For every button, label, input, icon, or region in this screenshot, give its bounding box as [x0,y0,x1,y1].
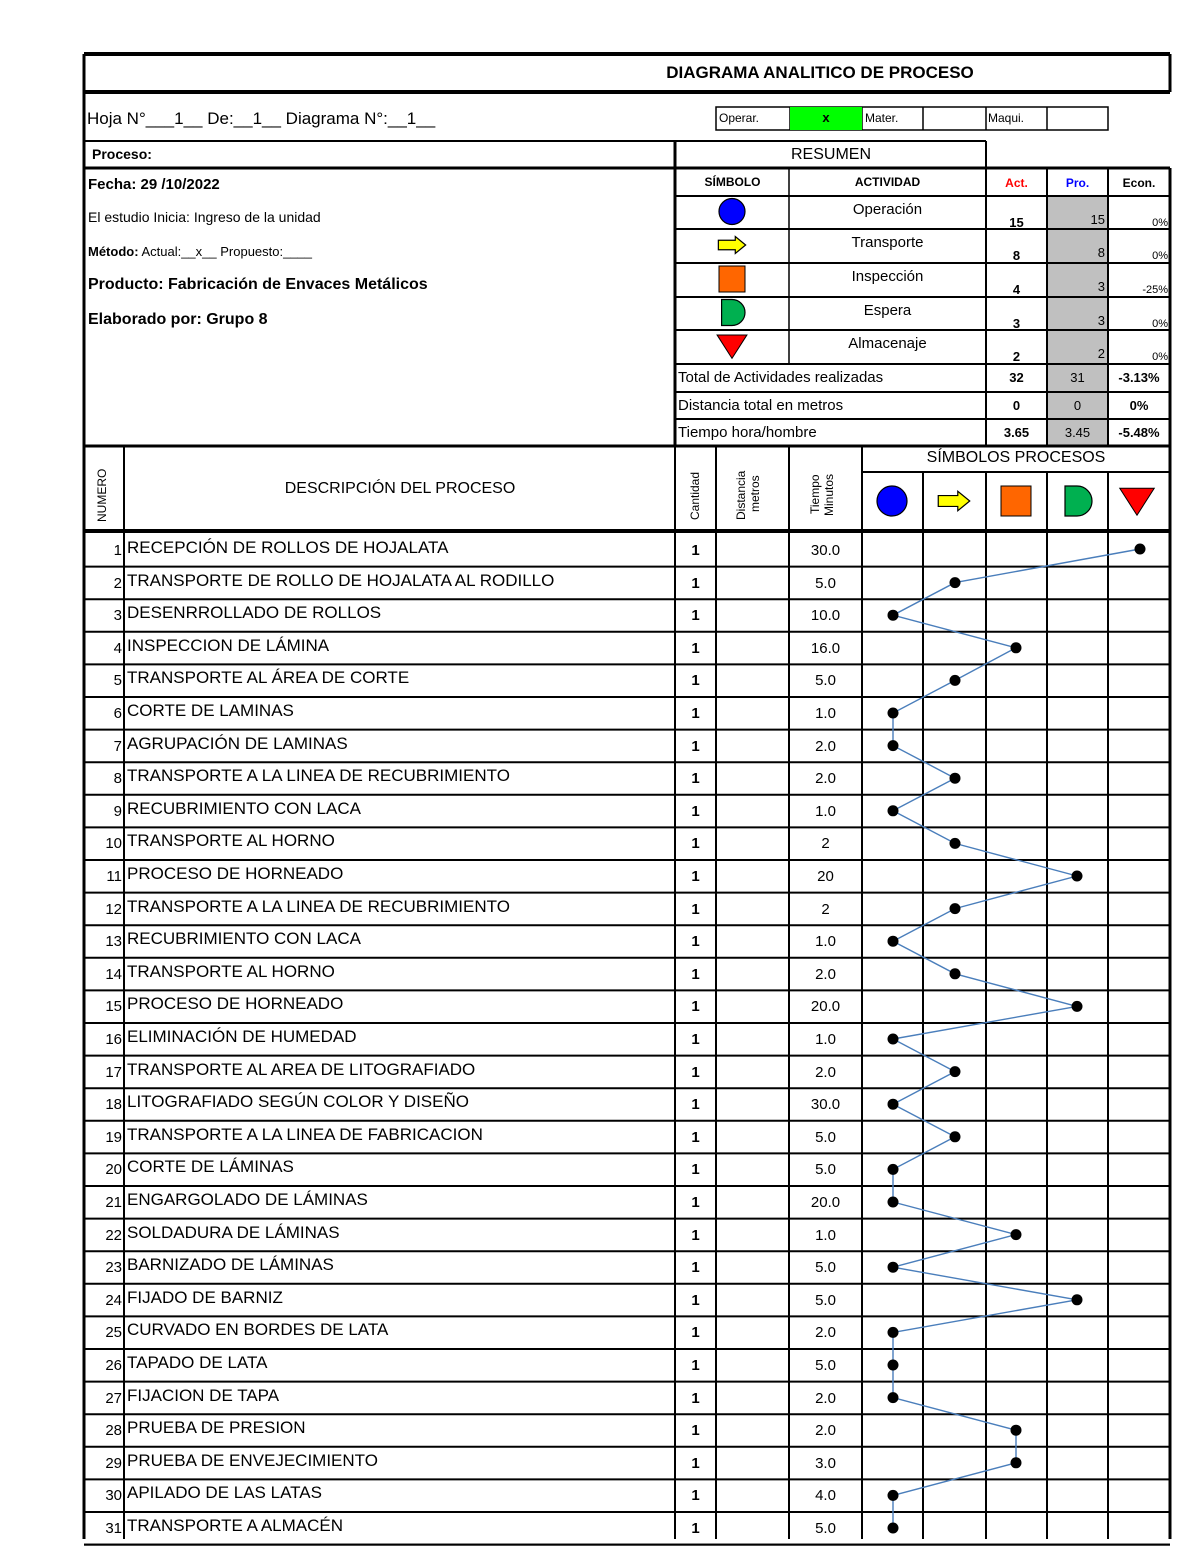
row-number: 10 [105,835,122,853]
process-step-dot [888,708,899,719]
row-cantidad: 1 [691,802,700,820]
row-number: 2 [113,574,122,592]
row-description: SOLDADURA DE LÁMINAS [127,1222,340,1242]
process-step-dot [1011,1425,1022,1436]
resumen-act-value: 3 [1012,316,1021,331]
row-number: 17 [105,1063,122,1081]
row-description: INSPECCION DE LÁMINA [127,635,330,655]
row-tiempo: 20 [817,868,834,885]
process-step-dot [888,1099,899,1110]
header-storage-icon [1120,488,1155,515]
resumen-title: RESUMEN [790,146,871,163]
row-number: 18 [105,1096,122,1114]
row-cantidad: 1 [691,933,700,951]
resumen-econ-value: 0% [1152,217,1168,229]
row-description: TRANSPORTE A LA LINEA DE RECUBRIMIENTO [127,896,510,916]
row-cantidad: 1 [691,574,700,592]
process-step-dot [1072,1001,1083,1012]
row-cantidad: 1 [691,1389,700,1407]
process-step-dot [888,1034,899,1045]
row-cantidad: 1 [691,835,700,853]
resumen-transport-icon [718,237,745,254]
resumen-storage-icon [717,335,747,358]
row-tiempo: 5.0 [815,574,836,592]
resumen-col-actividad: ACTIVIDAD [854,175,921,189]
row-tiempo: 5.0 [815,1291,836,1309]
process-step-dot [888,1490,899,1501]
row-description: PRUEBA DE PRESION [127,1418,306,1438]
row-tiempo: 2.0 [815,965,836,983]
metodo-value: Actual:__x__ Propuesto:____ [141,244,313,259]
row-tiempo: 2 [821,835,830,853]
row-cantidad: 1 [691,1063,700,1081]
process-step-dot [950,675,961,686]
resumen-econ-value: 0% [1152,250,1168,262]
col-tiempo: Tiempo [808,474,822,514]
row-description: RECUBRIMIENTO CON LACA [127,929,361,949]
row-cantidad: 1 [691,1096,700,1114]
row-description: FIJACION DE TAPA [127,1385,280,1405]
row-cantidad: 1 [691,1487,700,1505]
process-step-dot [1135,544,1146,555]
row-tiempo: 2.0 [815,1063,836,1081]
row-number: 5 [113,672,122,690]
header-delay-icon [1065,486,1092,516]
resumen-pro-value: 2 [1097,346,1105,361]
total-econ-value: 0% [1129,398,1149,413]
row-description: DESENRROLLADO DE ROLLOS [127,603,382,623]
row-cantidad: 1 [691,868,700,885]
row-cantidad: 1 [691,672,700,690]
row-tiempo: 30.0 [810,542,841,559]
row-cantidad: 1 [691,900,700,918]
row-number: 27 [105,1389,122,1407]
row-number: 1 [113,542,122,559]
resumen-act-value: 15 [1009,215,1024,230]
estudio-line [88,210,321,224]
row-tiempo: 1.0 [815,802,836,820]
col-distancia-unit: metros [748,475,762,512]
row-cantidad: 1 [691,1454,700,1472]
mater-label: Mater. [865,111,899,125]
row-cantidad: 1 [691,1031,700,1048]
row-cantidad: 1 [691,737,700,755]
header-inspection-icon [1001,486,1031,516]
row-number: 9 [113,802,122,820]
metodo-line [88,245,312,258]
process-step-dot [1011,1229,1022,1240]
row-tiempo: 4.0 [815,1487,836,1505]
row-tiempo: 2 [821,900,830,918]
row-cantidad: 1 [691,1520,700,1537]
total-label: Distancia total en metros [678,397,844,414]
row-number: 12 [105,900,122,918]
col-simbolos-procesos: SÍMBOLOS PROCESOS [926,449,1106,466]
row-number: 31 [105,1520,122,1537]
row-tiempo: 1.0 [815,1226,836,1244]
row-description: BARNIZADO DE LÁMINAS [127,1255,334,1275]
row-number: 26 [105,1357,122,1374]
resumen-pro-value: 3 [1097,313,1105,328]
resumen-col-pro: Pro. [1065,176,1090,190]
resumen-actividad: Transporte [851,234,924,251]
process-step-dot [1011,1457,1022,1468]
row-number: 23 [105,1259,122,1277]
process-step-dot [950,1131,961,1142]
row-tiempo: 2.0 [815,1422,836,1440]
row-tiempo: 2.0 [815,770,836,788]
row-number: 22 [105,1226,122,1244]
elaborado-por: Elaborado por: Grupo 8 [88,311,268,328]
process-step-dot [888,1164,899,1175]
process-step-dot [1072,871,1083,882]
row-description: PRUEBA DE ENVEJECIMIENTO [127,1450,378,1470]
row-description: CURVADO EN BORDES DE LATA [127,1320,389,1340]
row-description: ELIMINACIÓN DE HUMEDAD [127,1027,357,1046]
row-number: 21 [105,1194,122,1211]
process-step-dot [950,903,961,914]
row-cantidad: 1 [691,965,700,983]
process-step-dot [888,1197,899,1208]
estudio-value: Ingreso de la unidad [193,209,321,225]
total-label: Total de Actividades realizadas [678,369,884,386]
row-tiempo: 5.0 [815,1357,836,1374]
process-step-dot [888,1262,899,1273]
process-step-dot [950,577,961,588]
row-description: RECUBRIMIENTO CON LACA [127,798,361,818]
row-cantidad: 1 [691,1422,700,1440]
row-number: 29 [105,1454,122,1472]
resumen-act-value: 8 [1012,248,1021,263]
row-tiempo: 5.0 [815,1520,836,1537]
page-title: DIAGRAMA ANALITICO DE PROCESO [666,63,974,82]
row-number: 25 [105,1324,122,1342]
resumen-pro-value: 15 [1090,212,1105,227]
resumen-col-act: Act. [1005,176,1028,190]
resumen-inspection-icon [719,266,745,292]
row-number: 3 [113,607,122,625]
row-description: TAPADO DE LATA [127,1353,268,1372]
row-description: TRANSPORTE A ALMACÉN [127,1516,344,1535]
resumen-actividad: Espera [863,302,912,319]
row-description: RECEPCIÓN DE ROLLOS DE HOJALATA [127,538,449,557]
row-tiempo: 1.0 [815,933,836,951]
col-distancia: Distancia [734,470,748,520]
operar-mater-maqui-box [716,107,1108,130]
total-act-value: 3.65 [1003,425,1030,440]
resumen-pro-value: 8 [1097,245,1105,260]
metodo-label: Método: [88,244,139,259]
total-pro-value: 0 [1073,398,1082,413]
col-cantidad: Cantidad [688,471,702,520]
row-number: 28 [105,1422,122,1440]
col-descripcion: DESCRIPCIÓN DEL PROCESO [284,480,516,497]
row-number: 4 [113,639,122,657]
row-description: APILADO DE LAS LATAS [127,1483,322,1503]
row-number: 14 [105,965,122,983]
sheet-number-line: Hoja N°___1__ De:__1__ Diagrama N°:__1__ [87,109,436,128]
row-cantidad: 1 [691,1161,700,1179]
row-description: AGRUPACIÓN DE LAMINAS [127,733,348,753]
row-description: TRANSPORTE AL AREA DE LITOGRAFIADO [127,1059,476,1079]
row-tiempo: 16.0 [810,639,841,657]
row-number: 24 [105,1291,122,1309]
process-step-dot [1072,1294,1083,1305]
row-cantidad: 1 [691,542,700,559]
row-description: TRANSPORTE A LA LINEA DE FABRICACION [127,1124,483,1144]
row-tiempo: 2.0 [815,737,836,755]
header-transport-icon [938,491,970,511]
estudio-label: El estudio Inicia: [88,209,190,225]
row-description: CORTE DE LAMINAS [127,701,294,720]
row-description: CORTE DE LÁMINAS [127,1157,294,1177]
resumen-actividad: Inspección [851,268,924,285]
process-step-dot [950,968,961,979]
process-step-dot [888,1360,899,1371]
row-tiempo: 30.0 [810,1096,841,1114]
row-description: PROCESO DE HORNEADO [127,864,344,883]
fecha: Fecha: 29 /10/2022 [88,176,220,193]
row-cantidad: 1 [691,1324,700,1342]
row-description: ENGARGOLADO DE LÁMINAS [127,1190,368,1209]
row-cantidad: 1 [691,1357,700,1374]
process-step-dot [950,838,961,849]
row-tiempo: 2.0 [815,1324,836,1342]
row-number: 15 [105,998,122,1016]
process-step-dot [950,1066,961,1077]
row-cantidad: 1 [691,1226,700,1244]
row-tiempo: 1.0 [815,705,836,722]
total-act-value: 32 [1009,370,1024,385]
total-econ-value: -5.48% [1118,425,1160,440]
row-cantidad: 1 [691,639,700,657]
row-cantidad: 1 [691,1194,700,1211]
operar-label: Operar. [719,111,760,125]
row-cantidad: 1 [691,1291,700,1309]
row-tiempo: 20.0 [810,1194,841,1211]
row-cantidad: 1 [691,1259,700,1277]
resumen-econ-value: -25% [1142,284,1168,296]
row-cantidad: 1 [691,1128,700,1146]
row-tiempo: 5.0 [815,672,836,690]
row-tiempo: 3.0 [815,1454,836,1472]
row-tiempo: 5.0 [815,1128,836,1146]
resumen-act-value: 2 [1012,349,1021,364]
row-number: 13 [105,933,122,951]
row-number: 30 [105,1487,122,1505]
row-tiempo: 2.0 [815,1389,836,1407]
process-step-dot [888,610,899,621]
resumen-actividad: Almacenaje [848,335,927,352]
total-pro-value: 31 [1070,370,1085,385]
row-tiempo: 5.0 [815,1161,836,1179]
row-cantidad: 1 [691,770,700,788]
row-number: 6 [113,705,122,722]
row-number: 8 [113,770,122,788]
row-description: FIJADO DE BARNIZ [127,1287,283,1307]
row-cantidad: 1 [691,607,700,625]
header-operation-icon [877,486,907,516]
row-description: LITOGRAFIADO SEGÚN COLOR Y DISEÑO [127,1092,469,1112]
total-econ-value: -3.13% [1118,370,1160,385]
process-step-dot [888,805,899,816]
resumen-actividad: Operación [852,201,923,218]
total-pro-value: 3.45 [1064,425,1091,440]
operar-mark: x [822,110,830,125]
row-number: 7 [113,737,122,755]
row-tiempo: 10.0 [810,607,841,625]
row-number: 16 [105,1031,122,1048]
row-number: 11 [106,868,122,885]
col-tiempo-unit: Minutos [822,473,836,516]
process-step-dot [950,773,961,784]
resumen-pro-value: 3 [1097,279,1105,294]
total-act-value: 0 [1012,398,1021,413]
row-number: 20 [105,1161,122,1179]
col-numero: NUMERO [95,468,109,522]
proceso-label: Proceso: [92,146,152,162]
row-tiempo: 1.0 [815,1031,836,1048]
row-description: TRANSPORTE AL ÁREA DE CORTE [127,668,410,688]
row-tiempo: 20.0 [810,998,841,1016]
process-step-dot [888,740,899,751]
process-step-dot [888,936,899,947]
row-cantidad: 1 [691,998,700,1016]
resumen-act-value: 4 [1012,282,1021,297]
row-tiempo: 5.0 [815,1259,836,1277]
total-label: Tiempo hora/hombre [678,424,817,441]
row-description: TRANSPORTE DE ROLLO DE HOJALATA AL RODILLO [127,570,555,590]
process-step-dot [888,1523,899,1534]
process-step-dot [888,1392,899,1403]
row-description: TRANSPORTE AL HORNO [127,961,335,981]
row-cantidad: 1 [691,705,700,722]
row-number: 19 [105,1128,122,1146]
row-description: PROCESO DE HORNEADO [127,994,344,1014]
process-step-dot [1011,642,1022,653]
resumen-econ-value: 0% [1152,318,1168,330]
resumen-econ-value: 0% [1152,351,1168,363]
maqui-label: Maqui. [988,111,1025,125]
row-description: TRANSPORTE AL HORNO [127,831,335,851]
resumen-col-simbolo: SÍMBOLO [704,175,761,189]
resumen-col-econ: Econ. [1122,176,1156,190]
resumen-operation-icon [719,199,745,225]
row-description: TRANSPORTE A LA LINEA DE RECUBRIMIENTO [127,766,510,786]
resumen-delay-icon [722,300,745,326]
producto: Producto: Fabricación de Envaces Metálicos [88,276,428,293]
process-step-dot [888,1327,899,1338]
